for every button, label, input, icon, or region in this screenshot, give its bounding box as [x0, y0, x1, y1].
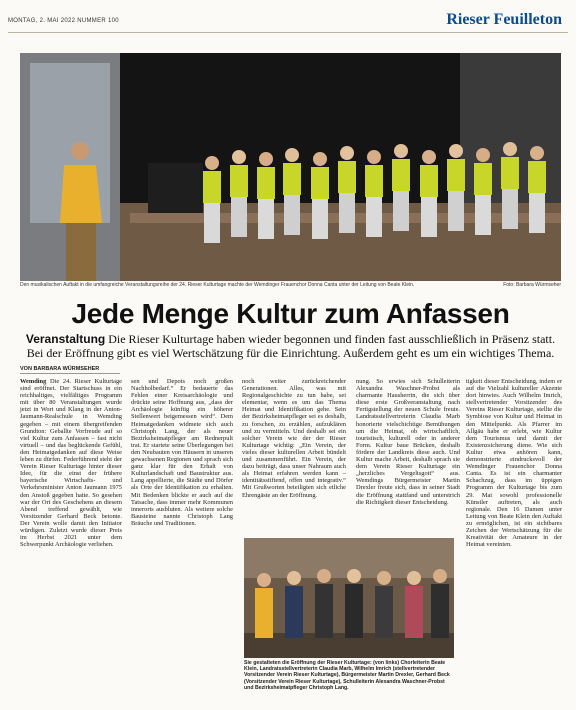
group-photo [244, 538, 454, 658]
date-line: MONTAG, 2. MAI 2022 NUMMER 100 [8, 18, 119, 24]
author-byline: VON BARBARA WÜRMSEHER [20, 366, 120, 374]
dek [20, 332, 561, 360]
photo-caption-block [20, 282, 561, 288]
photo-credit: Foto: Barbara Würmseher [503, 282, 561, 288]
column-2 [131, 378, 233, 527]
column-5 [466, 378, 562, 548]
column-5-text: tigkeit dieser Entscheidung, indem er auf die Vielzahl kultureller Akzente dort hinwies. Auch Wilhelm Imrich, stellvertretender Vorsitzender des Vereins Rieser Kulturtage, stellte die Symbiose von Kultur und Heimat in den Mittelpunkt. Als Pfarrer im Allgäu habe er erlebt, wie Kultur dem Tourismus und damit der Existenzsicherung diene. Wie sich Kultur etwa anhören kann, demonstrierte eindrucksvoll der Wemdinger Frauenchor Donna Canta. Es ist ein charmanter Schachzug, dass im üppigen Programm der Kulturtage bis zum 29. Mai sowohl professionelle Künstler auftreten, als auch regionale. Den 16 Damen unter Leitung von Beate Klein den Auftakt zu ermöglichen, ist ein sichtbares Zeichen der Wertschätzung für die Kreativität der Amateure in der Heimat vereinten. [466, 378, 562, 549]
choir-photo [20, 53, 561, 281]
masthead [8, 6, 568, 33]
column-2-text: sen und Depots noch großen Nachholbedarf.“ Er bedauerte das Fehlen einer Kreisarchäologie und drückte seine Hoffnung aus, „dass der Archäologie künftig ein höherer Stellenwert beigemessen wird“. Dem Heimatgedanken widmete sich auch Christoph Lang, der als neuer Bezirksheimatpfleger am Rednerpult trat. Er startete seine Überlegungen bei den Neubauten von Häusern in unseren gewachsenen Regionen und sprach sich ganz klar für den Erhalt von Kulturlandschaft und Baustruktur aus. Lang appellierte, die Städte und Dörfer als Orte der Identifikation zu erhalten. Mit Bedenken blickte er auch auf die Tatsache, dass immer mehr Kommunen innerorts ausbluten. Als weitere solche Bausteine nannte Christoph Lang Bräuche und Traditionen. [131, 378, 233, 527]
group-photo-caption: Sie gestalteten die Eröffnung der Rieser Kulturtage: (von links) Chorleiterin Beate Klein, Landratsstellvertreterin Claudia Marb, Wilhelm Imrich (stellvertretender Vorsitzender Verein Rieser Kulturtage), Bürgermeister Martin Drexler, Gerhard Beck (Vorsitzender Verein Rieser Kulturtage), Schulleiterin Alexandra Waschner-Probst und Bezirksheimatpfleger Christoph Lang. [244, 660, 450, 691]
dek-lead: Veranstaltung [25, 332, 106, 346]
section-title: Rieser Feuilleton [446, 11, 562, 28]
photo-caption: Den musikalischen Auftakt in die umfangreiche Veranstaltungsreihe der 24. Rieser Kulturtage machte der Wemdinger Frauenchor Donna Canta unter der Leitung von Beate Klein. [20, 282, 415, 288]
column-4-text: nung. So erwies sich Schulleiterin Alexandra Waschner-Probst als charmante Hausherrin, die sich über diese erste Großveranstaltung nach Fertigstellung der neuen Schule freute. Landratsstellvertreterin Claudia Marb honorierte vielschichtige Bemühungen um die Heimat, ob wirtschaftlich, touristisch, kulturell oder in anderer Form. Kultur baue Brücken, deshalb fördere der Landkreis diese auch. Und Kultur mache Arbeit, deshalb sprach sie dem Verein Rieser Kulturtage ein „herzliches Vergeltsgott“ aus. Wemdings Bürgermeister Martin Drexler freute sich, dass in seiner Stadt die Eröffnung stattfand und unterstrich die Richtigkeit dieser Entscheidung. [356, 378, 460, 506]
dek-text: Die Rieser Kulturtage haben wieder begonnen und finden fast ausschließlich in Präsenz statt. Bei der Eröffnung gibt es viel Wertschätzung für die Einrichtung. Außerdem geht es um ein wichtiges Thema. [26, 332, 556, 360]
column-4 [356, 378, 460, 506]
column-3 [242, 378, 346, 499]
column-3-text: noch weiter zurückreichender Generationen. Alles, was mit Regionalgeschichte zu tun habe, sei elementar, wenn es um das Thema Heimat und Identifikation gehe. Sein der Bezirksheimatpfleger sei es deshalb, zu forschen, zu erzählen, aufzuklären und zu vermitteln. Und deshalb sei ein solcher Verein wie der der Rieser Kulturtage wichtig: „Ein Verein, der vieles dieser kulturellen Arbeit bündelt und zusammenführt. Ein Verein, der dazu beiträgt, dass unser Nahraum auch als Heimat erfahren werden kann – identitätsstiftend, offen und integrativ.“ Mit Grußworten beteiligten sich etliche Ehrengäste an der Eröffnung. [242, 378, 346, 499]
column-1-text: Die 24. Rieser Kulturtage sind eröffnet. Der Startschuss in ein reichhaltiges, vielfältiges Programm mit über 80 Veranstaltungen wurde jetzt in Wort und Klang in der Anton-Jaumann-Realschule in Wemding gegeben – mit einem übergreifenden Grundton: Geballte Vorfreude auf so viel Kultur zum Anfassen – fast nicht virtuell – und das beglückende Gefühl, den Heimatgedanken auf diese Weise leben zu dürfen. Federführend steht der Verein Rieser Kulturtage hinter dieser Idee, für die einst der frühere bayerische Wirtschafts- und Verkehrsminister Anton Jaumann 1975 den Anstoß gegeben hatte. So gesehen war der Ort des Geschehens an diesem Abend treffend gewählt, wie Vorsitzender Gerhard Beck betonte. Der Verein wolle damit den Initiator würdigen. Zuletzt wurde dieser Preis im Herbst 2021 unter dem Schwerpunkt Archäologie verliehen. [20, 378, 122, 549]
column-1 [20, 378, 122, 548]
headline: Jede Menge Kultur zum Anfassen [71, 298, 510, 329]
dateline: Wemding [20, 378, 47, 385]
